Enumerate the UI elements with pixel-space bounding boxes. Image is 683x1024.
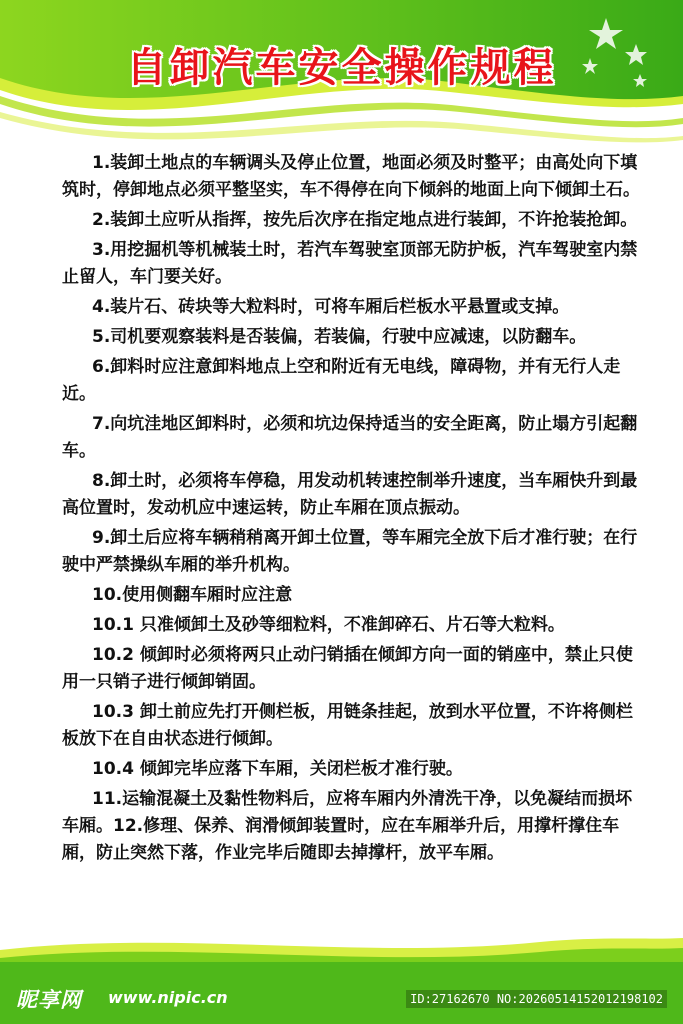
watermark-logo: 昵享网 (16, 988, 82, 1012)
page-title: 自卸汽车安全操作规程 (126, 45, 557, 91)
rule-paragraph: 5.司机要观察装料是否装偏，若装偏，行驶中应减速，以防翻车。 (92, 327, 587, 347)
rule-paragraph: 9.卸土后应将车辆稍稍离开卸土位置，等车厢完全放下后才准行驶；在行驶中严禁操纵车厢的举升机构。 (62, 528, 638, 575)
rule-paragraph: 2.装卸土应听从指挥，按先后次序在指定地点进行装卸，不许抢装抢卸。 (92, 210, 638, 230)
rule-paragraph: 10.1 只准倾卸土及砂等细粒料，不准卸碎石、片石等大粒料。 (92, 615, 565, 635)
image-id-label: ID:27162670 NO:20260514152012198102 (406, 990, 667, 1008)
rule-paragraph: 6.卸料时应注意卸料地点上空和附近有无电线，障碍物，并有无行人走近。 (62, 357, 621, 404)
rule-paragraph: 10.使用侧翻车厢时应注意 (92, 585, 293, 605)
rule-paragraph: 4.装片石、砖块等大粒料时，可将车厢后栏板水平悬置或支掉。 (92, 297, 570, 317)
rule-paragraph: 10.2 倾卸时必须将两只止动闩销插在倾卸方向一面的销座中，禁止只使用一只销子进行倾卸销固。 (62, 645, 633, 692)
rule-paragraph: 11.运输混凝土及黏性物料后，应将车厢内外清洗干净，以免凝结而损坏车厢。12.修理、保养、润滑倾卸装置时，应在车厢举升后，用撑杆撑住车厢，防止突然下落，作业完毕后随即去掉撑杆，放平车厢。 (62, 789, 633, 863)
header-banner (0, 0, 683, 160)
rule-paragraph: 10.4 倾卸完毕应落下车厢，关闭栏板才准行驶。 (92, 759, 463, 779)
rule-paragraph: 3.用挖掘机等机械装土时，若汽车驾驶室顶部无防护板，汽车驾驶室内禁止留人，车门要关好。 (62, 240, 638, 287)
rule-paragraph: 1.装卸土地点的车辆调头及停止位置，地面必须及时整平；由高处向下填筑时，停卸地点必须平整坚实，车不得停在向下倾斜的地面上向下倾卸土石。 (62, 153, 640, 200)
rules-content (62, 150, 642, 870)
watermark-url: www.nipic.cn (108, 988, 228, 1007)
rule-paragraph: 7.向坑洼地区卸料时，必须和坑边保持适当的安全距离，防止塌方引起翻车。 (62, 414, 638, 461)
rule-paragraph: 8.卸土时，必须将车停稳，用发动机转速控制举升速度，当车厢快升到最高位置时，发动机应中速运转，防止车厢在顶点振动。 (62, 471, 638, 518)
rule-paragraph: 10.3 卸土前应先打开侧栏板，用链条挂起，放到水平位置，不许将侧栏板放下在自由状态进行倾卸。 (62, 702, 633, 749)
